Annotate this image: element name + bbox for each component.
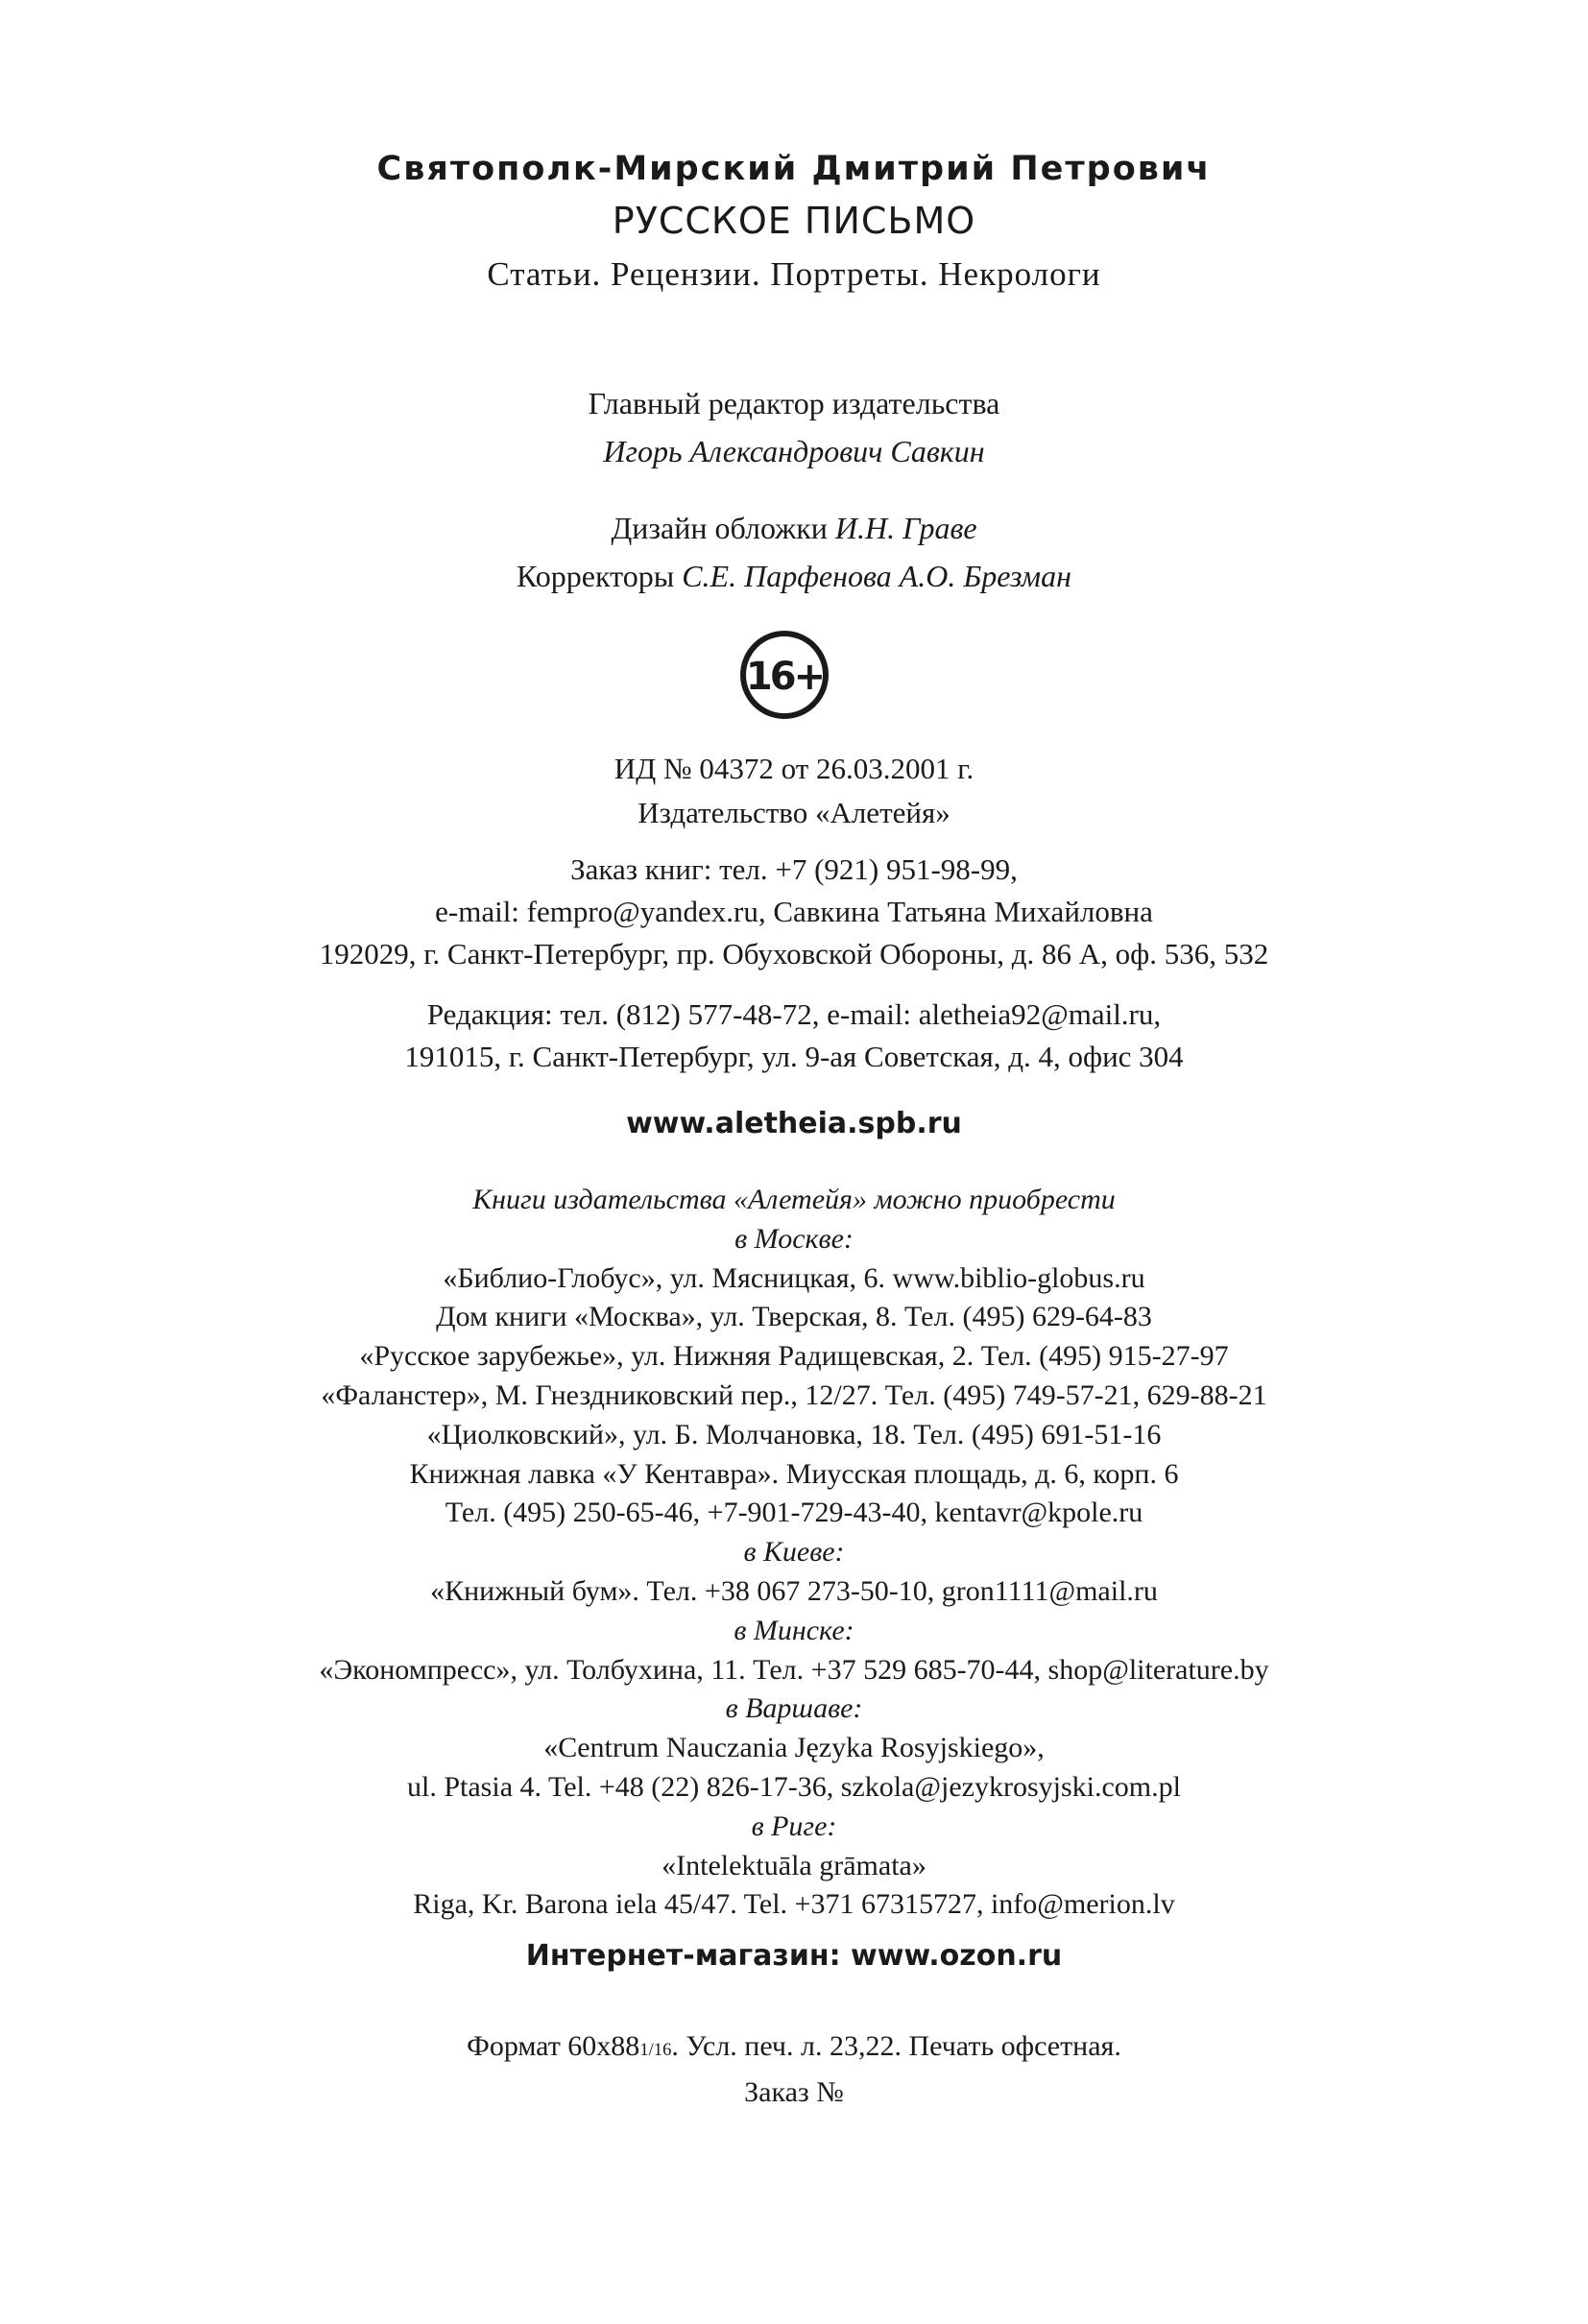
orders-line: e-mail: fempro@yandex.ru, Савкина Татьяна Михайловна	[435, 895, 1153, 928]
orders-line: 192029, г. Санкт-Петербург, пр. Обуховской Обороны, д. 86 А, оф. 536, 532	[319, 937, 1269, 970]
book-subtitle: Статьи. Рецензии. Портреты. Некрологи	[487, 255, 1101, 293]
chief-editor-name: Игорь Александрович Савкин	[603, 434, 985, 468]
age-rating-16-plus-icon	[738, 629, 830, 721]
chief-editor-label: Главный редактор издательства	[588, 386, 1000, 420]
shop-line: «Русское зарубежье», ул. Нижняя Радищевская, 2. Тел. (495) 915-27-97	[359, 1340, 1229, 1373]
cover-design-line	[0, 504, 1588, 552]
print-order-number: Заказ №	[744, 2076, 844, 2108]
shop-line: «Книжный бум». Тел. +38 067 273-50-10, gron1111@mail.ru	[430, 1574, 1158, 1607]
city-heading-minsk: в Минске:	[734, 1614, 854, 1646]
shop-line: Riga, Kr. Barona iela 45/47. Tel. +371 67315727, info@merion.lv	[413, 1888, 1175, 1921]
shop-line: «Циолковский», ул. Б. Молчановка, 18. Тел. (495) 691-51-16	[426, 1418, 1162, 1450]
city-heading-warsaw: в Варшаве:	[725, 1692, 863, 1725]
shop-line: Тел. (495) 250-65-46, +7-901-729-43-40, kentavr@kpole.ru	[445, 1497, 1143, 1529]
print-format-line	[0, 2025, 1588, 2072]
shop-line: Дом книги «Москва», ул. Тверская, 8. Тел. (495) 629-64-83	[436, 1301, 1152, 1333]
age-rating-text: 16+	[745, 655, 824, 699]
proofreaders-label: Корректоры	[517, 559, 675, 593]
city-heading-moscow: в Москве:	[734, 1222, 854, 1255]
chief-editor-block	[0, 379, 1588, 475]
publisher-name: Издательство «Алетейя»	[638, 796, 950, 829]
bookshops-list	[0, 1181, 1588, 1925]
online-store: Интернет-магазин: www.ozon.ru	[525, 1939, 1063, 1973]
cover-design-name: И.Н. Граве	[834, 511, 977, 545]
author-name: Святополк-Мирский Дмитрий Петрович	[376, 150, 1212, 188]
publisher-license-block	[0, 747, 1588, 835]
city-heading-kyiv: в Киеве:	[743, 1536, 845, 1569]
shop-line: «Centrum Nauczania Języka Rosyjskiego»,	[543, 1732, 1045, 1764]
format-suffix: . Усл. печ. л. 23,22. Печать офсетная.	[671, 2030, 1121, 2062]
shop-line: «Библио-Глобус», ул. Мясницкая, 6. www.biblio-globus.ru	[443, 1261, 1145, 1294]
format-fraction: 1/16	[639, 2040, 672, 2060]
shop-line: «Intelektuāla grāmata»	[662, 1849, 926, 1881]
editorial-line: Редакция: тел. (812) 577-48-72, e-mail: aletheia92@mail.ru,	[426, 997, 1162, 1031]
shop-line: Книжная лавка «У Кентавра». Миусская площадь, д. 6, корп. 6	[409, 1457, 1179, 1490]
book-title: РУССКОЕ ПИСЬМО	[612, 200, 976, 242]
city-heading-riga: в Риге:	[751, 1809, 837, 1842]
credits-block	[0, 504, 1588, 600]
shop-line: «Фаланстер», М. Гнездниковский пер., 12/27. Тел. (495) 749-57-21, 629-88-21	[321, 1378, 1267, 1411]
shops-intro: Книги издательства «Алетейя» можно приобрести	[472, 1184, 1116, 1215]
proofreaders-names: С.Е. Парфенова А.О. Брезман	[682, 559, 1071, 593]
editorial-line: 191015, г. Санкт-Петербург, ул. 9-ая Советская, д. 4, офис 304	[404, 1040, 1184, 1073]
format-prefix: Формат 60x88	[467, 2030, 640, 2062]
orders-line: Заказ книг: тел. +7 (921) 951-98-99,	[570, 852, 1018, 886]
publisher-website: www.aletheia.spb.ru	[626, 1107, 962, 1140]
license-number: ИД № 04372 от 26.03.2001 г.	[614, 752, 974, 785]
print-details-block	[0, 2025, 1588, 2114]
cover-design-label: Дизайн обложки	[611, 511, 828, 545]
proofreaders-line	[0, 552, 1588, 600]
editorial-office-block	[0, 994, 1588, 1078]
book-orders-block	[0, 849, 1588, 975]
shop-line: ul. Ptasia 4. Tel. +48 (22) 826-17-36, szkola@jezykrosyjski.com.pl	[407, 1770, 1181, 1803]
shop-line: «Экономпресс», ул. Толбухина, 11. Тел. +37 529 685-70-44, shop@literature.by	[319, 1653, 1269, 1686]
